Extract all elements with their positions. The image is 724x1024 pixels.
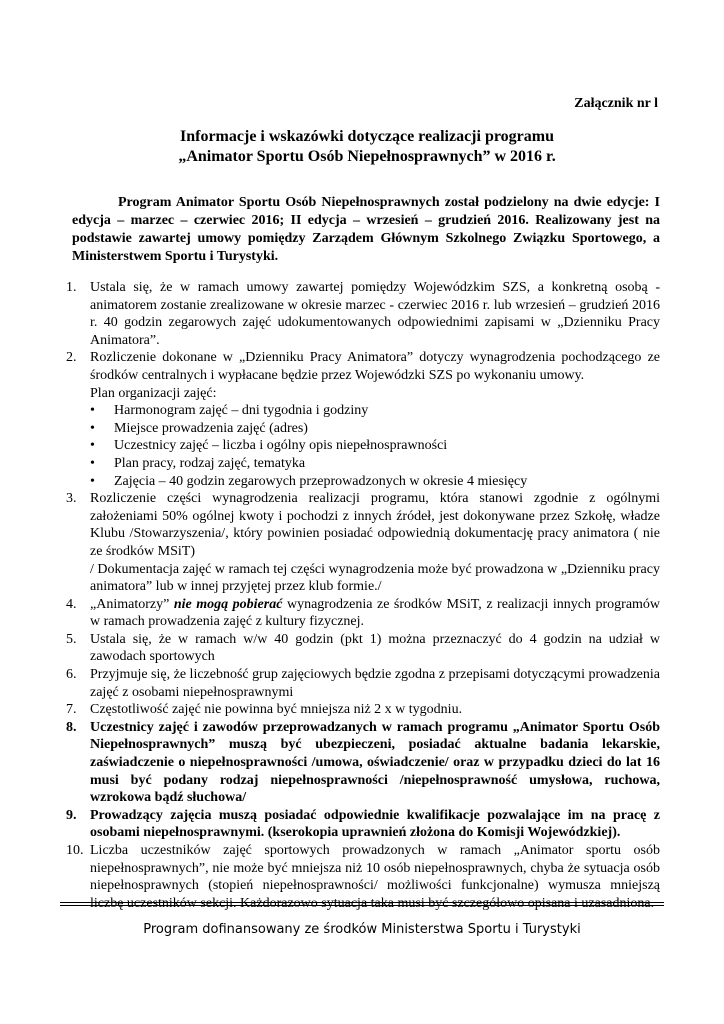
list-number: 5. <box>66 631 77 647</box>
list-number: 4. <box>66 596 77 612</box>
bullet-item: • Plan pracy, rodzaj zajęć, tematyka <box>90 455 306 471</box>
document-title <box>0 127 724 167</box>
annex-label: Załącznik nr l <box>574 96 658 111</box>
list-number: 10. <box>66 843 84 858</box>
bullet-icon: • <box>90 438 95 454</box>
bullet-icon: • <box>90 420 95 436</box>
plan-bullet-list <box>66 402 660 490</box>
bullet-item: • Uczestnicy zajęć – liczba i ogólny opis niepełnosprawności <box>90 438 448 454</box>
list-text: Liczba uczestników zajęć sportowych prowadzonych w ramach „Animator sportu osób niepełnosprawnych”, nie może być mniejsza niż 10 osób niepełnosprawnych, chyba że sytuacja osób niepełnosprawnych (stopień niepełnosprawności/ możliwości funkcjonalne) wymusza mniejszą liczbę uczestników sekcji. Każdorazowo sytuacja taka musi być szczegółowo opisana i uzasadniona. <box>90 843 660 911</box>
list-number: 1. <box>66 280 77 295</box>
list-item-9 <box>66 807 660 842</box>
list-text: Rozliczenie dokonane w „Dzienniku Pracy Animatora” dotyczy wynagrodzenia pochodzącego ze środków centralnych i wypłacane będzie przez Wojewódzki SZS po wykonaniu umowy. <box>90 350 660 383</box>
bullet-item: • Zajęcia – 40 godzin zegarowych przeprowadzonych w okresie 4 miesięcy <box>90 473 528 489</box>
bullet-item: • Miejsce prowadzenia zajęć (adres) <box>90 420 308 436</box>
bullet-icon: • <box>90 473 95 489</box>
title-line-1: Informacje i wskazówki dotyczące realizacji programu <box>180 128 554 145</box>
list-item-1 <box>66 279 660 349</box>
footer-divider-top <box>60 902 664 903</box>
list-item-8 <box>66 719 660 807</box>
list-text-continuation: / Dokumentacja zajęć w ramach tej części wynagrodzenia może być prowadzona w „Dzienniku pracy animatora” lub w innej przyjętej przez klub formie./ <box>90 561 660 595</box>
list-item-6 <box>66 666 660 701</box>
list-item-3 <box>66 490 660 596</box>
list-item-4 <box>66 596 660 631</box>
bullet-icon: • <box>90 403 95 419</box>
list-text-quote: „Animatorzy” <box>90 596 170 612</box>
title-line-2: „Animator Sportu Osób Niepełnosprawnych” w 2016 r. <box>178 148 556 165</box>
plan-label: Plan organizacji zajęć: <box>90 385 217 401</box>
numbered-list <box>66 279 660 912</box>
intro-paragraph: Program Animator Sportu Osób Niepełnosprawnych został podzielony na dwie edycje: I edycja – marzec – czerwiec 2016; II edycja – wrzesień – grudzień 2016. Realizowany jest na podstawie zawartej umowy pomiędzy Zarządem Głównym Szkolnego Związku Sportowego, a Ministerstwem Sportu i Turystyki. <box>72 195 660 264</box>
list-number: 2. <box>66 350 77 366</box>
list-number: 9. <box>66 807 77 823</box>
list-text: Uczestnicy zajęć i zawodów przeprowadzanych w ramach programu „Animator Sportu Osób Niepełnosprawnych” muszą być ubezpieczeni, posiadać aktualne badania lekarskie, zaświadczenie o niepełnosprawności /umowa, oświadczenie/ oraz w przypadku dzieci do lat 16 musi być podany rodzaj niepełnosprawności /niepełnosprawność umysłowa, ruchowa, wzrokowa bądź słuchowa/ <box>90 719 660 806</box>
list-number: 8. <box>66 719 77 735</box>
list-text: Przyjmuje się, że liczebność grup zajęciowych będzie zgodna z przepisami dotyczącymi prowadzenia zajęć z osobami niepełnosprawnymi <box>90 667 660 700</box>
list-text-emphasis: nie mogą pobierać <box>173 596 283 612</box>
bullet-item: • Harmonogram zajęć – dni tygodnia i godziny <box>90 403 369 419</box>
bullet-icon: • <box>90 455 95 471</box>
list-item-7 <box>66 701 660 719</box>
list-number: 6. <box>66 667 77 683</box>
list-text: Rozliczenie części wynagrodzenia realizacji programu, która stanowi zgodnie z ogólnymi założeniami 50% ogólnej kwoty i pochodzi z innych źródeł, jest dokonywane przez Szkołę, władze Klubu /Stowarzyszenia/, który powinien posiadać odpowiednią dokumentację pracy animatora ( nie ze środków MSiT) <box>90 491 660 559</box>
footer-note: Program dofinansowany ze środków Ministerstwa Sportu i Turystyki <box>143 922 581 937</box>
list-number: 7. <box>66 702 77 718</box>
list-text: Częstotliwość zajęć nie powinna być mniejsza niż 2 x w tygodniu. <box>90 702 463 718</box>
list-text: Ustala się, że w ramach umowy zawartej pomiędzy Wojewódzkim SZS, a konkretną osobą - animatorem zostanie zrealizowane w okresie marzec - czerwiec 2016 r. lub wrzesień – grudzień 2016 r. 40 godzin zegarowych zajęć udokumentowanych odpowiednimi zapisami w „Dzienniku Pracy Animatora”. <box>90 280 660 348</box>
list-text: Prowadzący zajęcia muszą posiadać odpowiednie kwalifikacje pozwalające im na pracę z osobami niepełnosprawnymi. (kserokopia uprawnień złożona do Komisji Wojewódzkiej). <box>90 807 660 841</box>
list-text: Ustala się, że w ramach w/w 40 godzin (pkt 1) można przeznaczyć do 4 godzin na udział w zawodach sportowych <box>90 631 660 665</box>
footer-divider-bottom <box>60 905 664 906</box>
list-text: wynagrodzenia ze środków MSiT, z realizacji innych programów w ramach prowadzenia zajęć z kultury fizycznej. <box>90 596 661 630</box>
list-item-5 <box>66 631 660 666</box>
list-number: 3. <box>66 491 77 507</box>
list-item-2 <box>66 349 660 384</box>
